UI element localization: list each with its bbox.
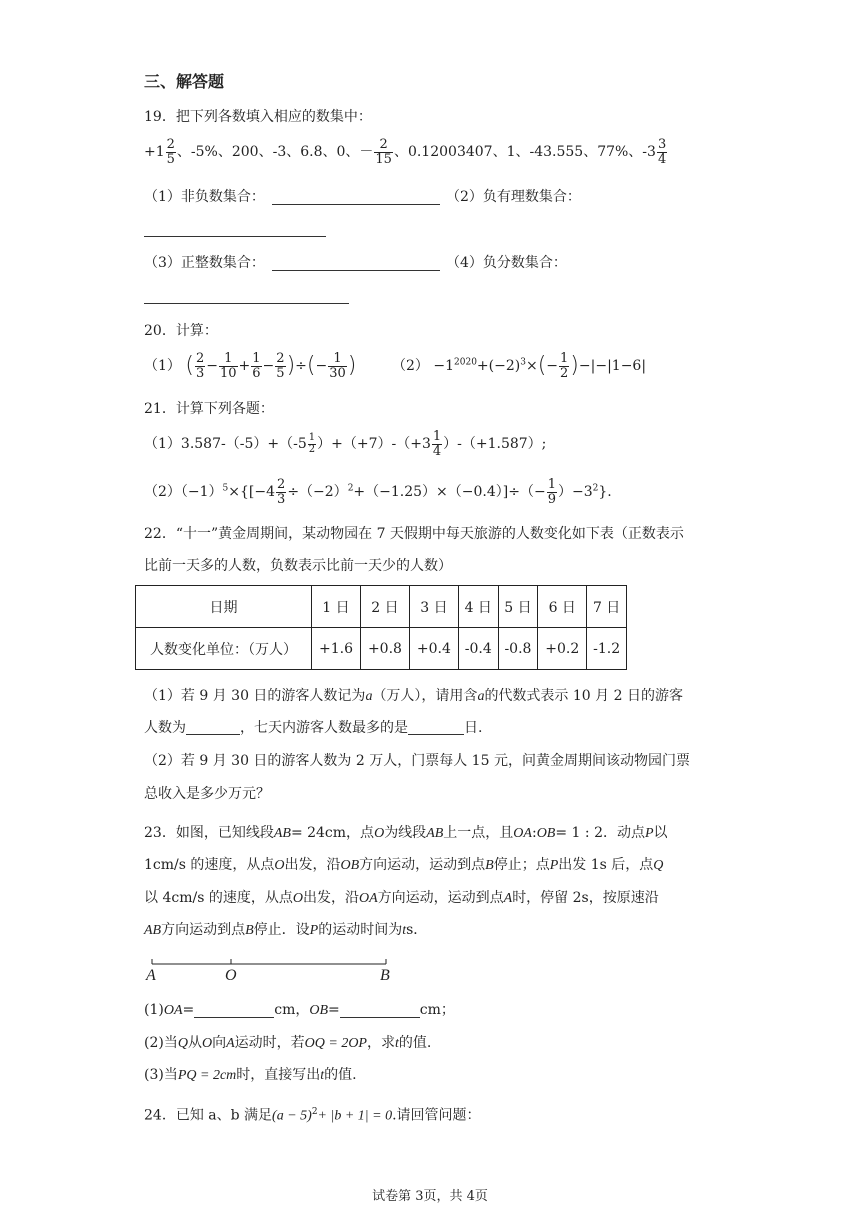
q24-text: 24．已知 a、b 满足$(a - 5)^2+ |b + 1| = 0$.请回管问题： (144, 1107, 481, 1124)
q23-s2: (2)当Q从O向A运动时，若OQ = 2OP，求t的值. (144, 1035, 432, 1051)
table-header: 日期 (136, 586, 312, 628)
q23-s3: (3)当PQ = 2cm时，直接写出t的值. (144, 1067, 357, 1083)
q19-sub1: （1）非负数集合： (144, 189, 265, 205)
q19-sub4: （4）负分数集合： (446, 255, 567, 271)
table-cell: +0.2 (538, 628, 587, 670)
visitor-change-table (135, 585, 627, 670)
label-o: O (225, 967, 237, 984)
answer-blank[interactable] (272, 204, 440, 205)
answer-blank[interactable] (144, 303, 349, 304)
segment-figure (140, 952, 400, 986)
table-cell: -0.4 (458, 628, 498, 670)
q23-line3: 以 4cm/s 的速度，从点O出发，沿OA方向运动，运动到点A时，停留 2s，按原速沿 (144, 890, 659, 906)
q19-sub3: （3）正整数集合： (144, 255, 265, 271)
table-header: 2 日 (360, 586, 409, 628)
q23-s1: (1)OA= cm，OB= cm； (144, 1002, 455, 1018)
answer-blank[interactable] (144, 236, 326, 237)
q22-line2: 比前一天多的人数，负数表示比前一天少的人数） (144, 558, 452, 574)
table-header: 1 日 (312, 586, 361, 628)
q22-s1-line2: 人数为 ，七天内游客人数最多的是 日. (144, 720, 483, 736)
q19-numbers: +1 $\frac{2}{5}$ 、-5%、200、-3、6.8、0、－ $\frac{2}{15}$ 、0.12003407、1、-43.555、77%、-3 $\frac{3}{4}$ (144, 137, 667, 167)
answer-blank[interactable] (272, 270, 440, 271)
q19-sub2: （2）负有理数集合： (446, 189, 581, 205)
table-header: 4 日 (458, 586, 498, 628)
table-cell: -1.2 (587, 628, 627, 670)
q23-line1: 23．如图，已知线段AB= 24cm，点O为线段AB上一点，且OA:OB= 1 : 2．动点P以 (144, 825, 668, 841)
q22-line1: 22．“十一”黄金周期间，某动物园在 7 天假期中每天旅游的人数变化如下表（正数表示 (144, 526, 684, 542)
answer-blank[interactable] (408, 734, 464, 735)
table-row (136, 586, 627, 628)
table-header: 7 日 (587, 586, 627, 628)
q21-line1: （1）3.587-（-5）+（-5 $\frac{1}{2}$ ）+（+7）-（+3 $\frac{1}{4}$ ）-（+1.587）; (144, 429, 547, 459)
answer-blank[interactable] (340, 1017, 420, 1018)
q22-s1-line1: （1）若 9 月 30 日的游客人数记为a（万人），请用含a的代数式表示 10 月 2 日的游客 (144, 688, 683, 704)
table-cell: -0.8 (498, 628, 538, 670)
q19-text: 19．把下列各数填入相应的数集中： (144, 109, 372, 125)
q23-line2: 1cm/s 的速度，从点O出发，沿OB方向运动，运动到点B停止；点P出发 1s 后，点Q (144, 857, 664, 873)
table-header: 6 日 (538, 586, 587, 628)
q21-line2: $(2)(-1)^5\times\{[-4$ $\frac{2}{3}$ $\div(-2)^2+(-1.25)\times(-0.4)]\div(-$ $\frac{1}{9}$ ）$-3^2$}. (144, 477, 612, 507)
table-row (136, 628, 627, 670)
q20-part1: （1） ( $\frac{2}{3}$ − $\frac{1}{10}$ + $\frac{1}{6}$ − $\frac{2}{5}$ )÷(− $\frac{1}{30}$ ) (144, 351, 357, 381)
fraction: $\frac{3}{4}$ (657, 137, 667, 167)
fraction: $\frac{2}{5}$ (166, 137, 175, 167)
label-b: B (380, 967, 390, 984)
section-title: 三、解答题 (144, 72, 225, 91)
answer-blank[interactable] (194, 1017, 274, 1018)
q23-line4: AB方向运动到点B停止．设P的运动时间为ts． (144, 922, 428, 938)
label-a: A (146, 967, 156, 984)
table-cell: +0.8 (360, 628, 409, 670)
q20-text: 20．计算： (144, 323, 218, 339)
page-footer: 试卷第 3页，共 4页 (372, 1189, 488, 1204)
table-header: 5 日 (498, 586, 538, 628)
table-cell: +0.4 (409, 628, 458, 670)
table-header: 3 日 (409, 586, 458, 628)
q22-s2-line1: （2）若 9 月 30 日的游客人数为 2 万人，门票每人 15 元，问黄金周期间该动物园门票 (144, 753, 690, 769)
table-cell: +1.6 (312, 628, 361, 670)
q22-s2-line2: 总收入是多少万元？ (144, 786, 270, 802)
q21-text: 21．计算下列各题： (144, 401, 274, 417)
table-cell: 人数变化单位：（万人） (136, 628, 312, 670)
q20-part2: $(2) -1^{2020}+(-2)^3\times(-$ $\frac{1}{2}$ )−|−|1−6| (392, 351, 647, 381)
fraction: $\frac{2}{15}$ (375, 137, 392, 167)
answer-blank[interactable] (186, 734, 240, 735)
